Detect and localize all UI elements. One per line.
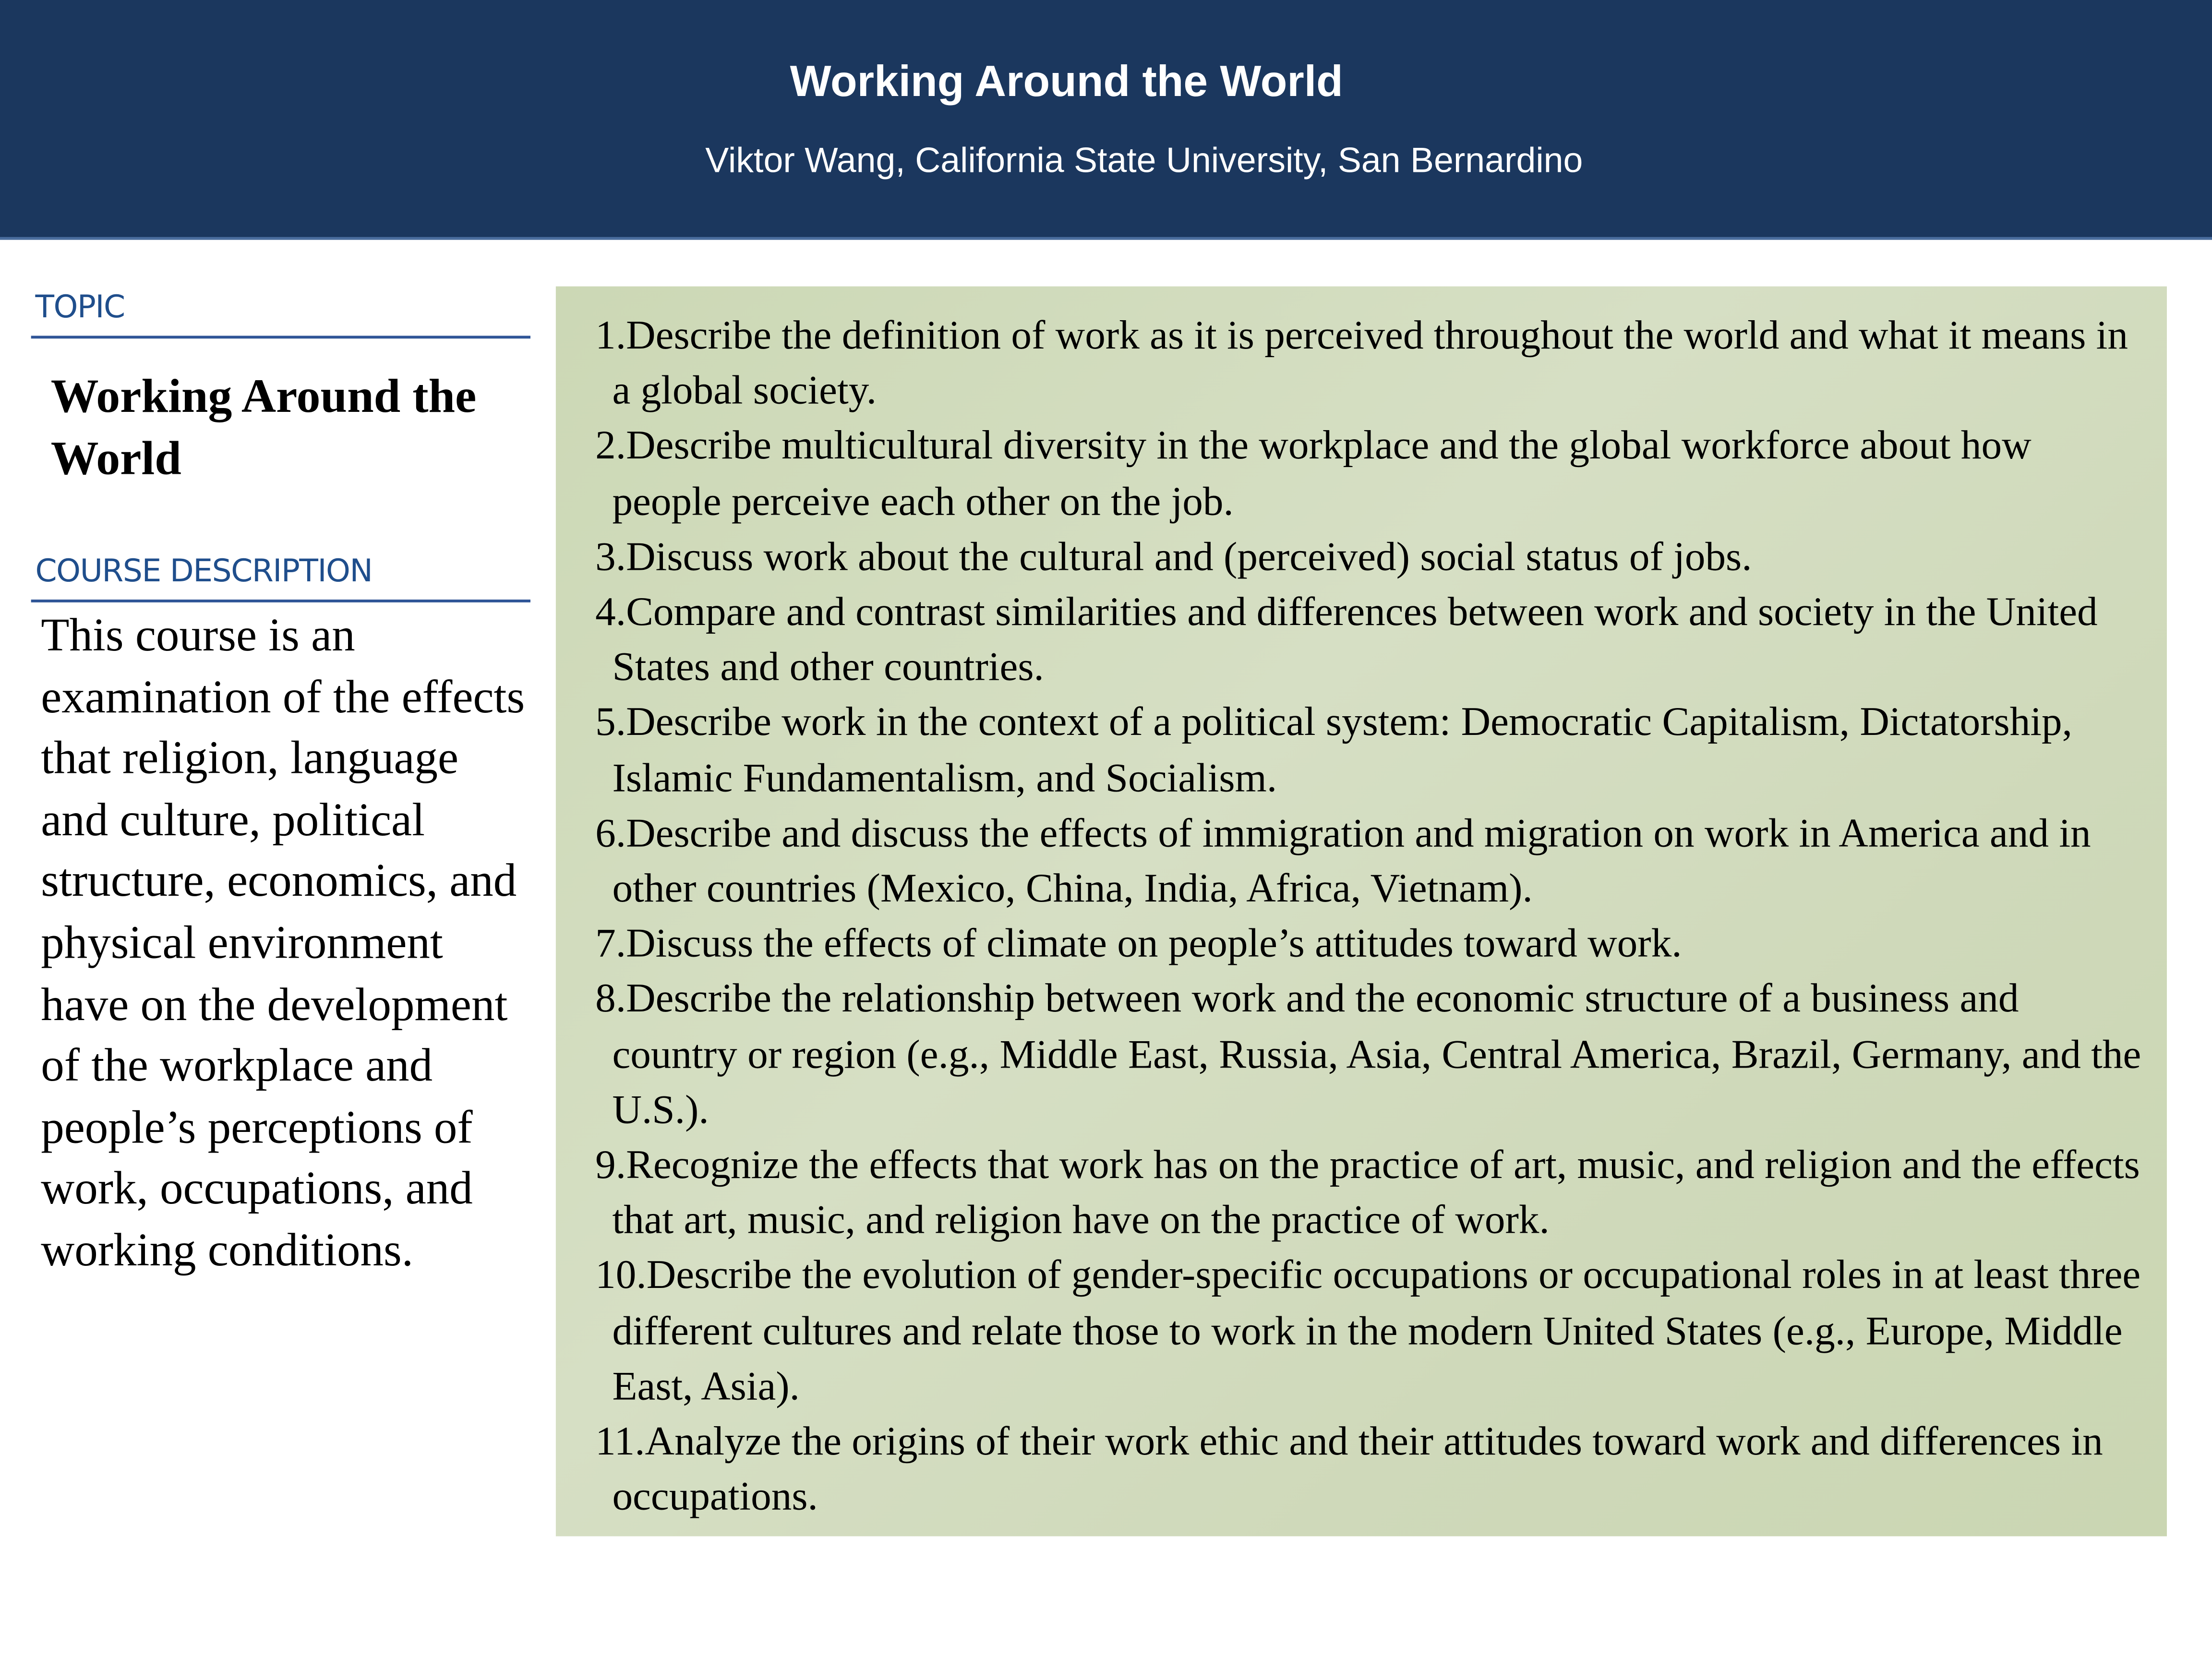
objective-item: 4.Compare and contrast similarities and differences between work and society in the United States and other countries. [595,589,2098,690]
objective-item: 6.Describe and discuss the effects of immigration and migration on work in America and in other countries (Mexico, China, India, Africa, Vietnam). [595,811,2091,912]
page-title: Working Around the World [790,56,1343,106]
objective-item: 5.Describe work in the context of a political system: Democratic Capitalism, Dictatorship, Islamic Fundamentalism, and Socialism. [595,700,2072,801]
author-affiliation: Viktor Wang, California State University, San Bernardino [705,141,1583,181]
objective-item: 8.Describe the relationship between work and the economic structure of a business and country or region (e.g., Middle East, Russia, Asia, Central America, Brazil, Germany, and the U.S.). [595,976,2141,1133]
objective-item: 7.Discuss the effects of climate on people’s attitudes toward work. [595,921,1682,967]
objectives-list [595,309,2147,1526]
objective-item: 10.Describe the evolution of gender-specific occupations or occupational roles in at least three different cultures and relate those to work in the modern United States (e.g., Europe, Middle East, Asia). [595,1253,2141,1409]
course-description-label: COURSE DESCRIPTION [35,554,373,590]
objective-item: 1.Describe the definition of work as it is perceived throughout the world and what it means in a global society. [595,313,2128,414]
objective-item: 2.Describe multicultural diversity in the workplace and the global workforce about how people perceive each other on the job. [595,423,2032,525]
objective-item: 9.Recognize the effects that work has on the practice of art, music, and religion and the effects that art, music, and religion have on the practice of work. [595,1142,2140,1243]
course-description-text: This course is an examination of the effects that religion, language and culture, political structure, economics, and physical environment have on the development of the workplace and people’s perceptions of work, occupations, and working conditions. [41,611,525,1277]
topic-divider [31,336,530,338]
objective-item: 11.Analyze the origins of their work ethic and their attitudes toward work and differences in occupations. [595,1419,2103,1520]
objective-item: 3.Discuss work about the cultural and (perceived) social status of jobs. [595,534,1752,580]
header-banner [0,0,2212,240]
topic-label: TOPIC [35,290,125,326]
topic-title: Working Around the World [50,371,477,485]
course-description-divider [31,600,530,602]
